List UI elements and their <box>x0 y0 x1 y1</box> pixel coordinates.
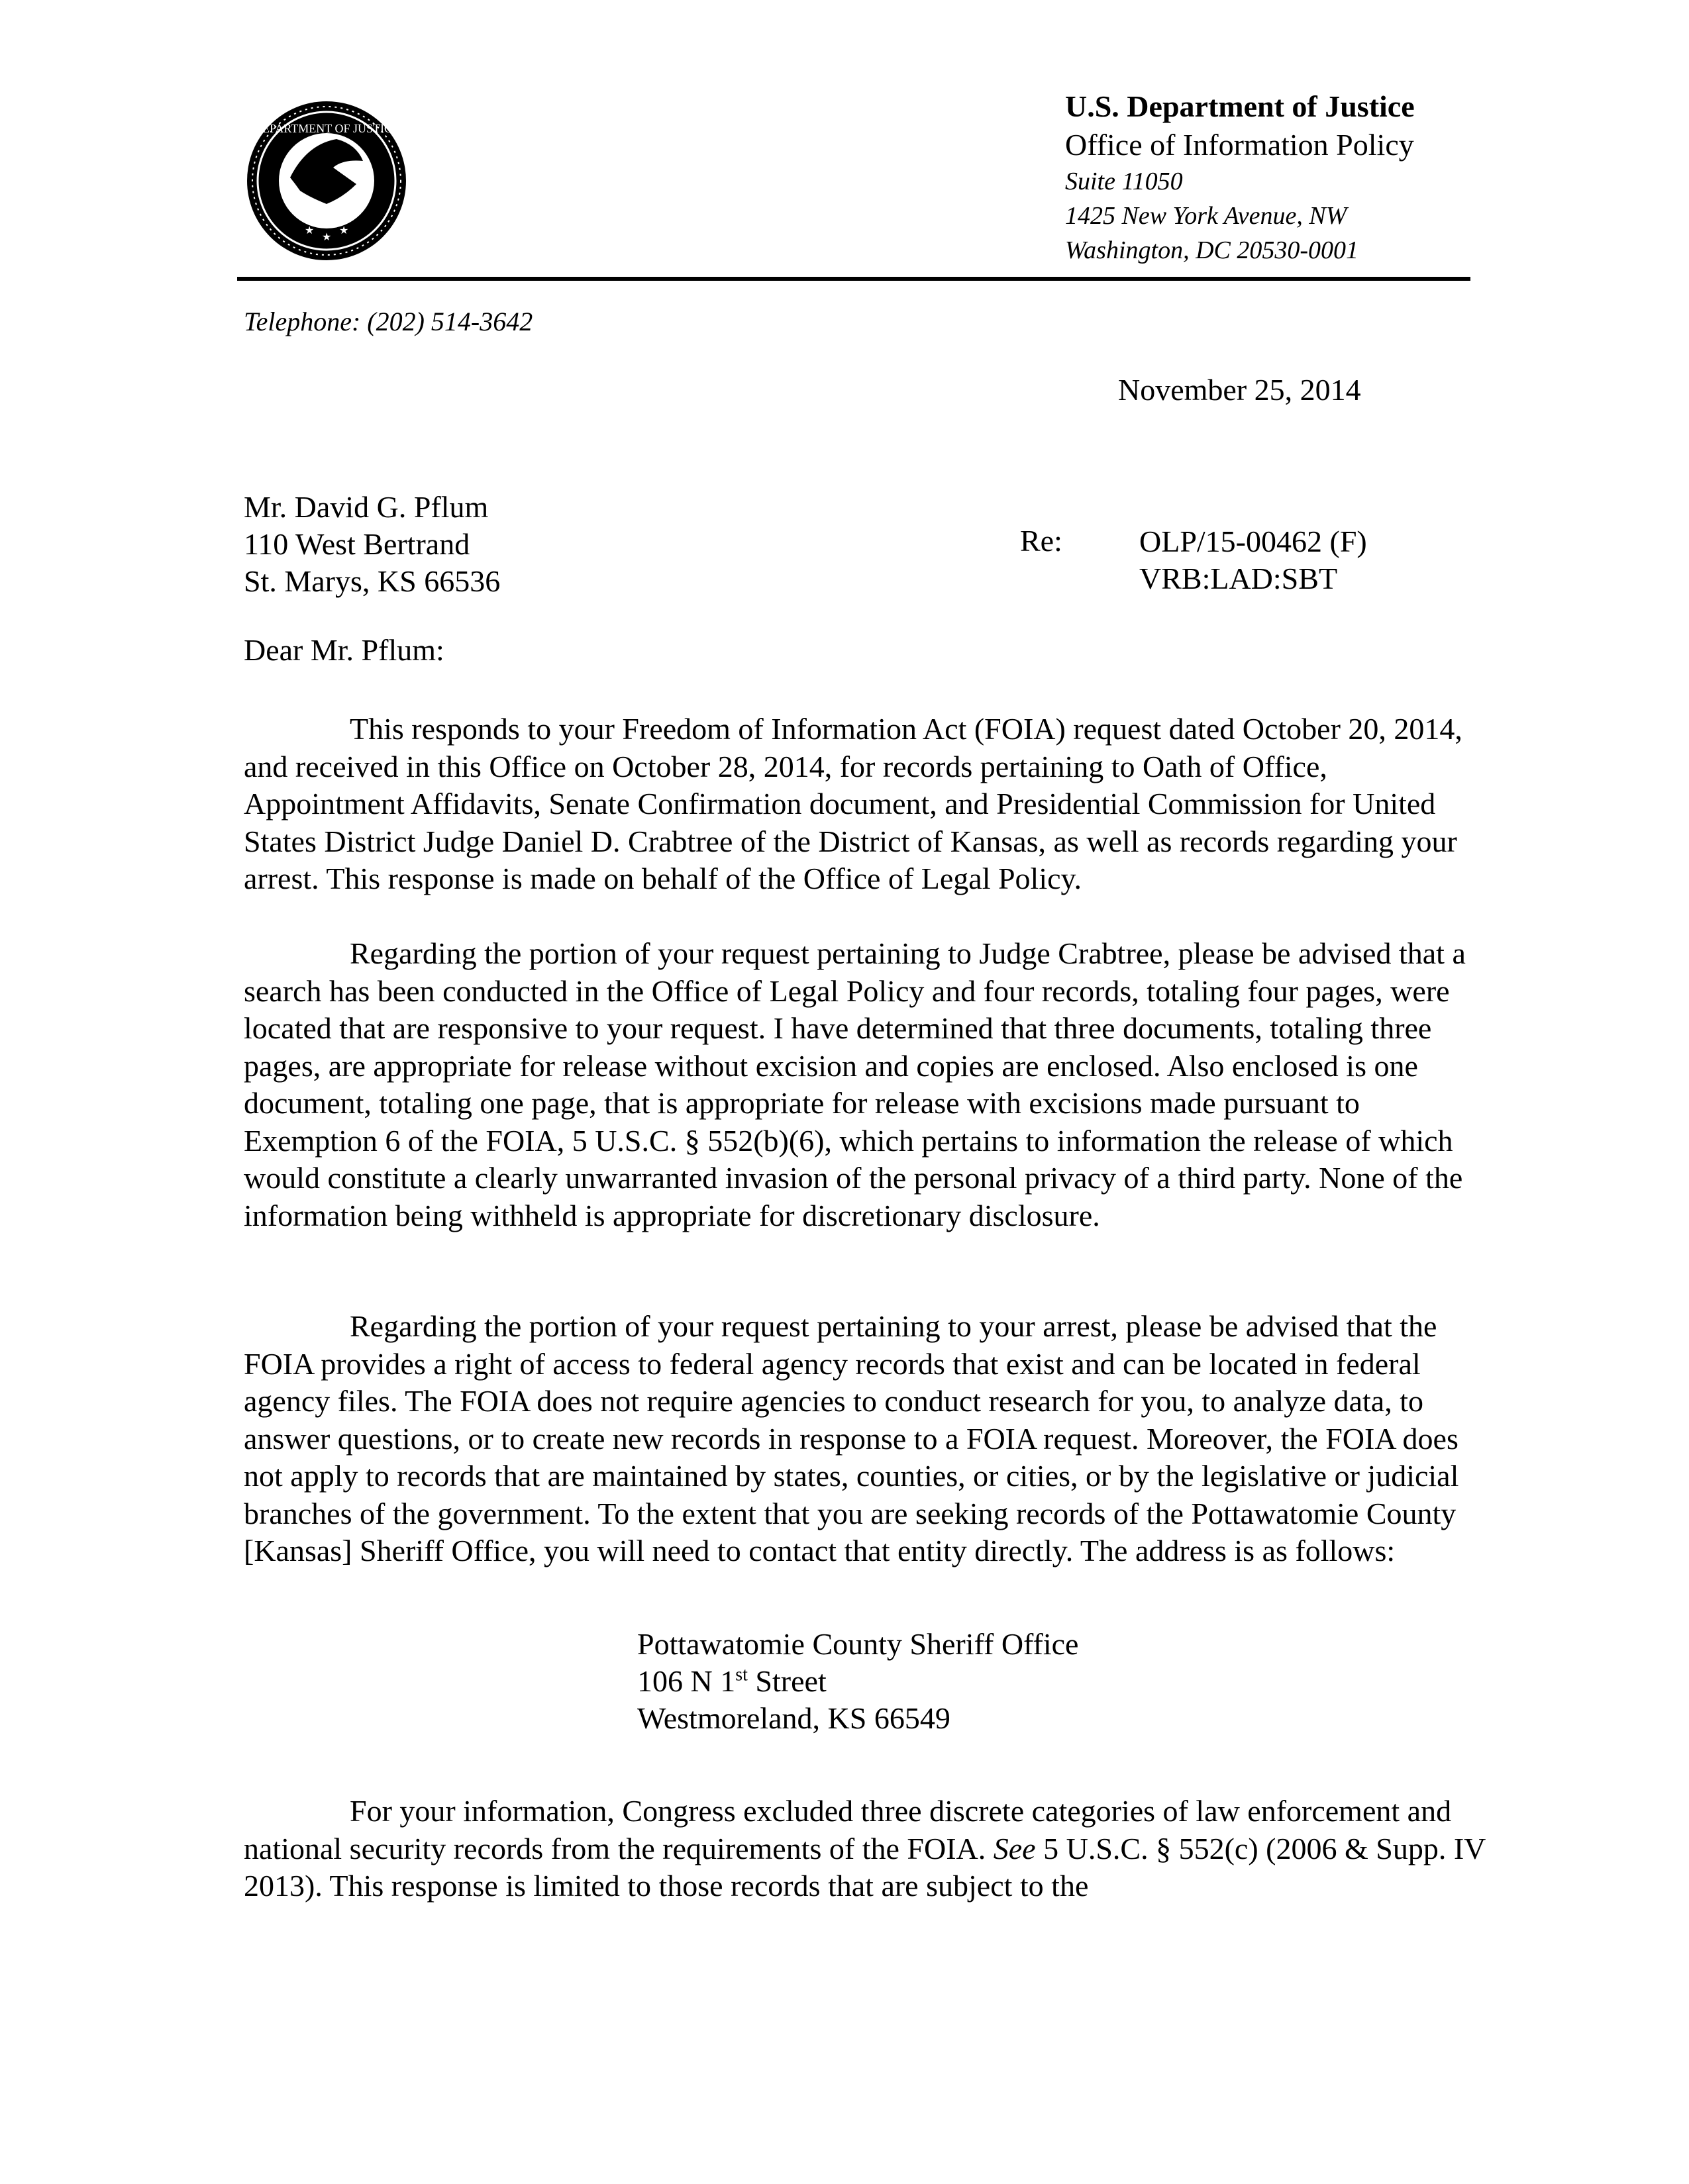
paragraph-4 <box>244 1793 1489 1905</box>
street-address: 1425 New York Avenue, NW <box>1065 202 1347 230</box>
sheriff-name: Pottawatomie County Sheriff Office <box>637 1627 1079 1661</box>
see-signal: See <box>993 1831 1036 1865</box>
svg-text:★: ★ <box>339 225 349 236</box>
paragraph-2: Regarding the portion of your request pertaining to Judge Crabtree, please be advised that a search has been conducted in the Office of Legal Policy and four records, totaling four pages, were located that are responsive to your request. I have determined that three documents, totaling three pages, are appropriate for release without excision and copies are enclosed. Also enclosed is one document, totaling one page, that is appropriate for release with excisions made pursuant to Exemption 6 of the FOIA, 5 U.S.C. § 552(b)(6), which pertains to information the release of which would constitute a clearly unwarranted invasion of the personal privacy of a third party. None of the information being withheld is appropriate for discretionary disclosure. <box>244 936 1466 1232</box>
street-name: Street <box>747 1664 827 1698</box>
recipient-name: Mr. David G. Pflum <box>244 490 489 524</box>
office-name: Office of Information Policy <box>1065 128 1414 162</box>
svg-text:DEPARTMENT OF JUSTICE: DEPARTMENT OF JUSTICE <box>254 122 399 135</box>
suite: Suite 11050 <box>1065 168 1183 195</box>
case-number: OLP/15-00462 (F) <box>1139 524 1367 558</box>
header-divider <box>237 277 1470 281</box>
initials: VRB:LAD:SBT <box>1139 562 1338 595</box>
paragraph-3: Regarding the portion of your request pertaining to your arrest, please be advised that the FOIA provides a right of access to federal agency records that exist and can be located in federal agency files. The FOIA does not require agencies to conduct research for you, to analyze data, to answer questions, or to create new records in response to a FOIA request. Moreover, the FOIA does not apply to records that are maintained by states, counties, or cities, or by the legislative or judicial branches of the government. To the extent that you are seeking records of the Pottawatomie County [Kansas] Sheriff Office, you will need to contact that entity directly. The address is as follows: <box>244 1309 1459 1567</box>
reference-block <box>1139 523 1367 597</box>
doj-seal-icon <box>244 98 409 264</box>
salutation: Dear Mr. Pflum: <box>244 633 444 667</box>
recipient-address <box>244 489 500 600</box>
paragraph-4-text-a: For your information, Congress excluded three discrete categories of law enforcement and national security records from the requirements of the FOIA. <box>244 1794 1452 1865</box>
reference-label: Re: <box>1020 524 1062 558</box>
ordinal-suffix: st <box>735 1664 748 1685</box>
paragraph-4-text-b: 5 U.S.C. § 552(c) (2006 & Supp. IV 2013). This response is limited to those records that are subject to the <box>244 1831 1486 1903</box>
telephone: Telephone: (202) 514-3642 <box>244 307 533 336</box>
street-number: 106 N 1 <box>637 1664 736 1698</box>
svg-text:★: ★ <box>305 225 315 236</box>
recipient-street: 110 West Bertrand <box>244 527 470 561</box>
letterhead <box>1065 87 1415 268</box>
letter-date: November 25, 2014 <box>1118 373 1361 407</box>
department-name: U.S. Department of Justice <box>1065 89 1415 123</box>
svg-text:★: ★ <box>322 232 332 243</box>
sheriff-city: Westmoreland, KS 66549 <box>637 1701 950 1735</box>
sheriff-street <box>637 1663 1078 1700</box>
city-address: Washington, DC 20530-0001 <box>1065 236 1359 264</box>
paragraph-1: This responds to your Freedom of Information Act (FOIA) request dated October 20, 2014, and received in this Office on October 28, 2014, for records pertaining to Oath of Office, Appointment Affidavits, Senate Confirmation document, and Presidential Commission for United States District Judge Daniel D. Crabtree of the District of Kansas, as well as records regarding your arrest. This response is made on behalf of the Office of Legal Policy. <box>244 712 1462 895</box>
sheriff-address <box>637 1626 1078 1737</box>
recipient-city: St. Marys, KS 66536 <box>244 564 501 598</box>
